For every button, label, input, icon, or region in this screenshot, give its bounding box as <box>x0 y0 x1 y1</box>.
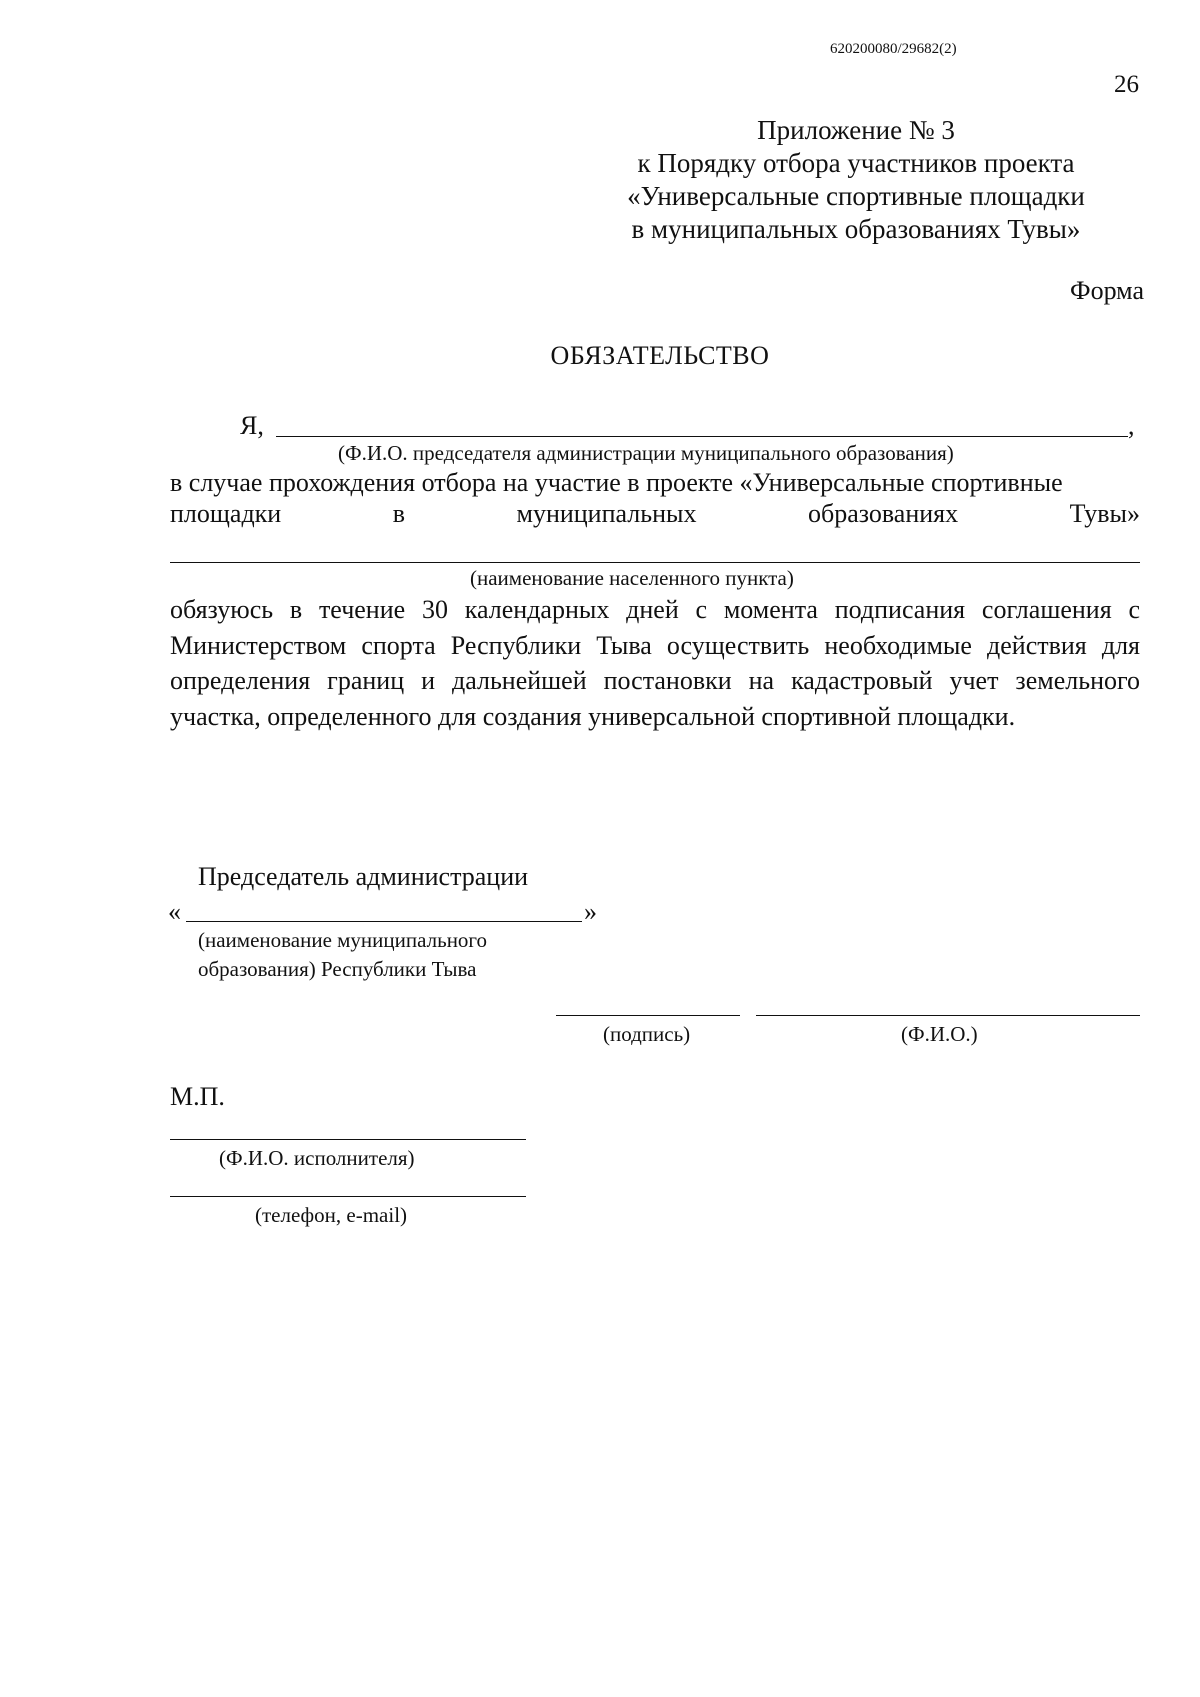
contact-field[interactable] <box>170 1196 526 1197</box>
form-label: Форма <box>1070 276 1144 305</box>
signature-caption: (подпись) <box>603 1022 691 1046</box>
quote-close: » <box>584 897 597 926</box>
pledge-line-1: в случае прохождения отбора на участие в проекте «Универсальные спортивные <box>170 468 1063 497</box>
signer-name-field[interactable] <box>756 1015 1140 1016</box>
executor-name-caption: (Ф.И.О. исполнителя) <box>219 1146 415 1170</box>
settlement-name-caption: (наименование населенного пункта) <box>470 566 794 590</box>
pledge-ya: Я, <box>240 411 264 440</box>
pledge-line-2 <box>170 499 1140 529</box>
appendix-line-4: в муниципальных образованиях Тувы» <box>631 214 1081 244</box>
signature-field[interactable] <box>556 1015 740 1016</box>
signer-name-caption: (Ф.И.О.) <box>901 1022 978 1046</box>
pledge-word: площадки <box>170 499 282 528</box>
pledge-body: обязуюсь в течение 30 календарных дней с момента подписания соглашения с Министерством спорта Республики Тыва осуществить необходимые действия для определения границ и дальнейшей постановки на кадастровый учет земельного участка, определенного для создания универсальной спортивной площадки. <box>170 595 1140 731</box>
municipality-name-field[interactable] <box>186 921 582 922</box>
seal-place-label: М.П. <box>170 1082 225 1111</box>
pledge-word: муниципальных <box>516 499 697 528</box>
appendix-line-2: к Порядку отбора участников проекта <box>637 148 1075 178</box>
pledge-comma: , <box>1128 411 1135 440</box>
chairman-label: Председатель администрации <box>198 862 529 891</box>
pledge-word: в <box>392 499 405 528</box>
quote-open: « <box>168 897 181 926</box>
pledge-word: образованиях <box>807 499 959 528</box>
municipality-caption-line-2: образования) Республики Тыва <box>198 957 477 981</box>
pledge-word: Тувы» <box>1069 499 1140 528</box>
chairman-name-field[interactable] <box>276 436 1128 437</box>
appendix-line-3: «Универсальные спортивные площадки <box>627 181 1085 211</box>
municipality-caption-line-1: (наименование муниципального <box>198 928 488 952</box>
document-code: 620200080/29682(2) <box>830 41 957 57</box>
page-number: 26 <box>1114 71 1139 98</box>
settlement-name-field[interactable] <box>170 562 1140 563</box>
contact-caption: (телефон, e-mail) <box>255 1203 408 1227</box>
appendix-block <box>576 114 1136 246</box>
executor-name-field[interactable] <box>170 1139 526 1140</box>
chairman-name-caption: (Ф.И.О. председателя администрации муниципального образования) <box>338 441 954 465</box>
appendix-line-1: Приложение № 3 <box>757 115 955 145</box>
document-title: ОБЯЗАТЕЛЬСТВО <box>550 341 770 370</box>
